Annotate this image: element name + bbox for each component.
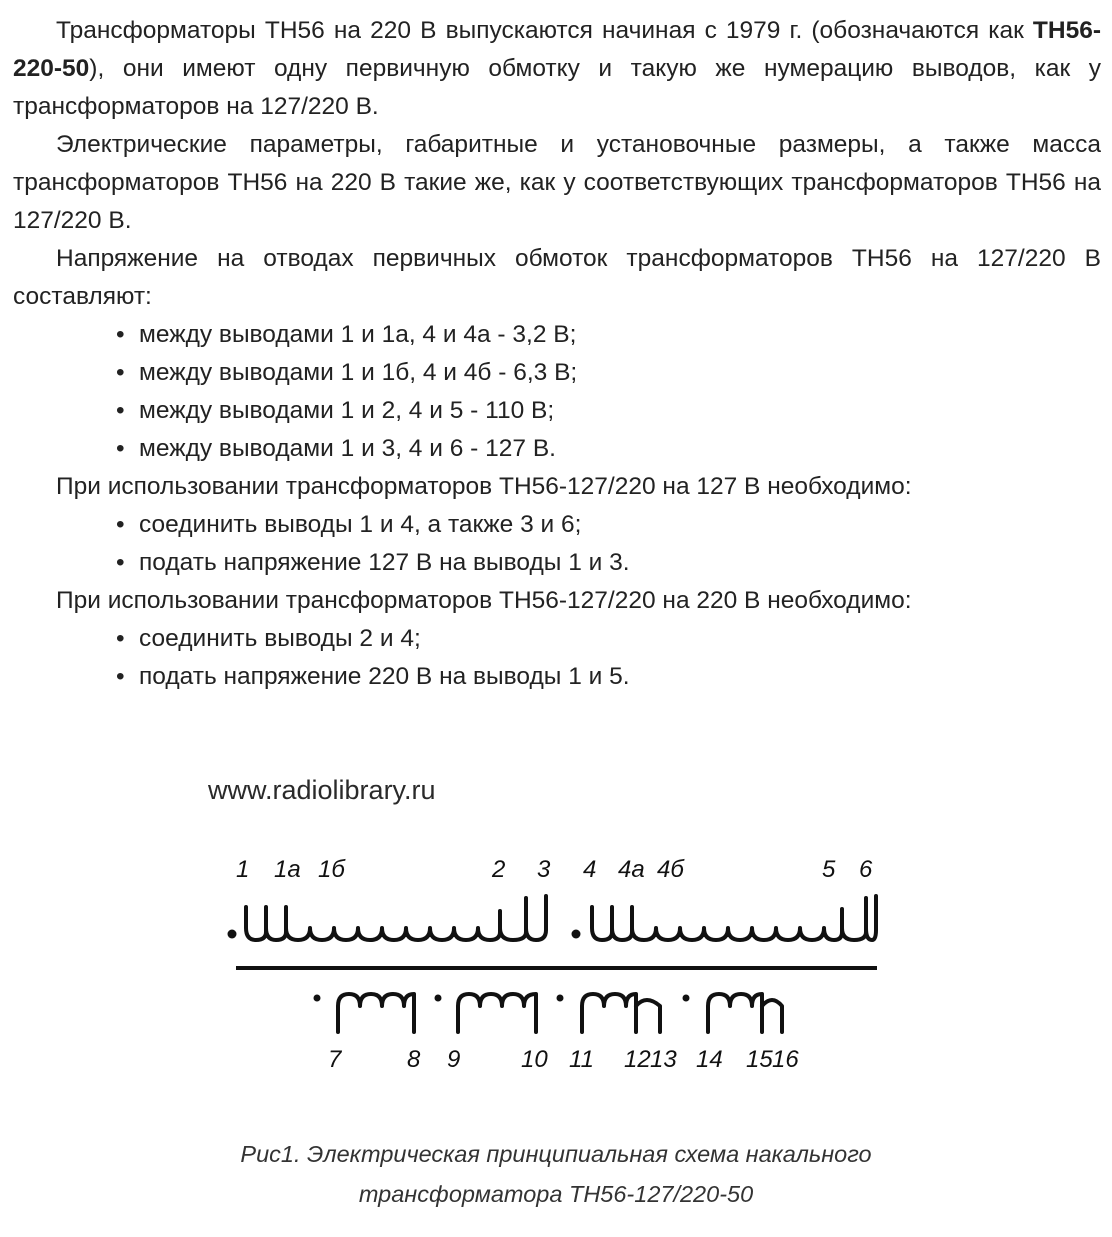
terminal-label: 15 [746, 1046, 773, 1073]
list-item: • подать напряжение 127 В на выводы 1 и 3. [116, 544, 1101, 582]
tap-voltage-list [13, 316, 1101, 468]
terminal-label: 9 [447, 1046, 461, 1073]
list-item: • подать напряжение 220 В на выводы 1 и 5. [116, 658, 1101, 696]
terminal-label: 12 [624, 1046, 651, 1073]
bullet-icon: • [116, 549, 125, 576]
list-item: • соединить выводы 2 и 4; [116, 620, 1101, 658]
terminal-label: 6 [859, 856, 873, 883]
terminal-label: 11 [569, 1046, 594, 1073]
terminal-label: 7 [328, 1046, 342, 1073]
terminal-label: 16 [772, 1046, 799, 1073]
bullet-icon: • [116, 397, 125, 424]
bullet-icon: • [116, 435, 125, 462]
paragraph-parameters: Электрические параметры, габаритные и установочные размеры, а также масса трансформаторов ТН56 на 220 В такие же, как у соответствующих трансформаторов ТН56 на 127/220 В. [13, 131, 1101, 234]
list-item: • между выводами 1 и 2, 4 и 5 - 110 В; [116, 392, 1101, 430]
terminal-label: 14 [696, 1046, 723, 1073]
bullet-icon: • [116, 625, 125, 652]
article-body [13, 12, 1101, 696]
paragraph-intro [13, 12, 1101, 126]
terminal-label: 1 [236, 856, 250, 883]
polarity-dot [228, 930, 237, 939]
secondary-winding-1 [338, 994, 414, 1032]
terminal-label: 4 [583, 856, 597, 883]
list-item: • между выводами 1 и 1а, 4 и 4а - 3,2 В; [116, 316, 1101, 354]
primary-winding-1 [246, 896, 546, 940]
polarity-dot [572, 930, 581, 939]
terminal-label: 10 [521, 1046, 548, 1073]
polarity-dot [435, 995, 442, 1002]
list-item: • между выводами 1 и 3, 4 и 6 - 127 В. [116, 430, 1101, 468]
terminal-label: 4а [618, 856, 645, 883]
terminal-label: 8 [407, 1046, 421, 1073]
caption-line: Рис1. Электрическая принципиальная схема накального [240, 1141, 872, 1167]
terminal-label: 3 [537, 856, 551, 883]
list-item: • между выводами 1 и 1б, 4 и 4б - 6,3 В; [116, 354, 1101, 392]
secondary-winding-2 [458, 994, 536, 1032]
polarity-dot [683, 995, 690, 1002]
caption-line: трансформатора ТН56-127/220-50 [358, 1181, 754, 1207]
transformer-schematic [200, 766, 900, 1096]
terminal-label: 13 [650, 1046, 677, 1073]
terminal-label: 5 [822, 856, 836, 883]
polarity-dot [314, 995, 321, 1002]
terminal-label: 1б [318, 856, 345, 883]
schematic-figure [200, 766, 900, 1096]
bullet-icon: • [116, 511, 125, 538]
polarity-dot [557, 995, 564, 1002]
paragraph-tap-voltages: Напряжение на отводах первичных обмоток трансформаторов ТН56 на 127/220 В составляют: [13, 245, 1101, 310]
paragraph-127v-usage: При использовании трансформаторов ТН56-127/220 на 127 В необходимо: [56, 473, 912, 500]
figure-caption [0, 1134, 1112, 1214]
paragraph-intro-text-1: Трансформаторы ТН56 на 220 В выпускаются начиная с 1979 г. (обозначаются как [56, 17, 1033, 44]
usage-220v-list [13, 620, 1101, 696]
usage-127v-list [13, 506, 1101, 582]
list-item: • соединить выводы 1 и 4, а также 3 и 6; [116, 506, 1101, 544]
bullet-icon: • [116, 359, 125, 386]
paragraph-intro-text-2: ), они имеют одну первичную обмотку и такую же нумерацию выводов, как у трансформаторов на 127/220 В. [13, 55, 1101, 120]
bullet-icon: • [116, 321, 125, 348]
model-designation: ТН56-220-50 [13, 17, 1101, 82]
terminal-label: 2 [492, 856, 506, 883]
secondary-winding-4 [708, 994, 782, 1032]
bullet-icon: • [116, 663, 125, 690]
paragraph-220v-usage: При использовании трансформаторов ТН56-127/220 на 220 В необходимо: [56, 587, 912, 614]
terminal-label: 1а [274, 856, 301, 883]
primary-winding-2 [592, 896, 876, 940]
secondary-winding-3 [582, 994, 660, 1032]
watermark-text: www.radiolibrary.ru [208, 775, 436, 805]
terminal-label: 4б [657, 856, 684, 883]
